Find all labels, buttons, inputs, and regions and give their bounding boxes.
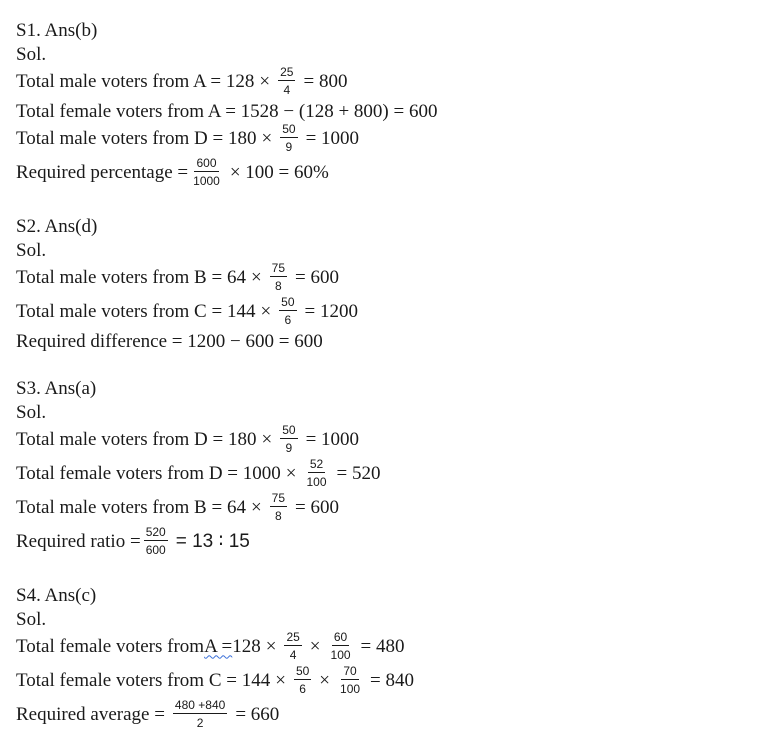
s2-line-3: Required difference = 1200 − 600 = 600 <box>16 331 323 352</box>
s4-sol: Sol. <box>16 609 47 630</box>
fraction: $\frac{25}{4}$ <box>280 65 294 97</box>
s2-sol: Sol. <box>16 240 47 261</box>
s3-heading: S3. Ans(a) <box>16 378 97 399</box>
s1-heading: S1. Ans(b) <box>16 20 98 41</box>
s4-line-2: Total female voters from C = 144 × $\frac{50}{6}$ × $\frac{70}{100}$ = 840 <box>16 664 415 696</box>
s3-line-1: Total male voters from D = 180 × $\frac{50}{9}$ = 1000 <box>16 423 360 455</box>
s1-line-1: Total male voters from A = 128 × $\frac{25}{4}$ = 800 <box>16 65 348 97</box>
s3-line-4: Required ratio = $\frac{520}{600}$ = 13 ∶ 15 <box>16 525 250 557</box>
fraction: $\frac{52}{100}$ <box>306 457 327 489</box>
s1-line-4: Required percentage = $\frac{600}{1000}$ × 100 = 60% <box>16 156 329 188</box>
s1-line-3: Total male voters from D = 180 × $\frac{50}{9}$ = 1000 <box>16 122 360 154</box>
fraction: $\frac{480 +840}{2}$ <box>174 698 226 730</box>
s3-sol: Sol. <box>16 402 47 423</box>
fraction: $\frac{50}{6}$ <box>281 295 295 327</box>
s2-line-1: Total male voters from B = 64 × $\frac{75}{8}$ = 600 <box>16 261 339 293</box>
spellcheck-squiggle: A = <box>204 635 233 657</box>
fraction: $\frac{70}{100}$ <box>340 664 361 696</box>
fraction: $\frac{75}{8}$ <box>271 261 286 293</box>
s4-line-3: Required average = $\frac{480 +840}{2}$ = 660 <box>16 698 280 730</box>
fraction: $\frac{50}{9}$ <box>282 122 296 154</box>
s3-line-3: Total male voters from B = 64 × $\frac{75}{8}$ = 600 <box>16 491 339 523</box>
fraction: $\frac{50}{9}$ <box>282 423 296 455</box>
s1-sol: Sol. <box>16 44 47 65</box>
s4-heading: S4. Ans(c) <box>16 585 97 606</box>
s3-line-2: Total female voters from D = 1000 × $\frac{52}{100}$ = 520 <box>16 457 381 489</box>
s1-line-2: Total female voters from A = 1528 − (128 + 800) = 600 <box>16 101 438 122</box>
fraction: $\frac{25}{4}$ <box>286 630 300 662</box>
s2-heading: S2. Ans(d) <box>16 216 98 237</box>
fraction: $\frac{600}{1000}$ <box>193 156 220 188</box>
fraction: $\frac{520}{600}$ <box>145 525 166 557</box>
s4-line-1: Total female voters from A = 128 × $\frac{25}{4}$ × $\frac{60}{100}$ = 480 <box>16 630 405 662</box>
s2-line-2: Total male voters from C = 144 × $\frac{50}{6}$ = 1200 <box>16 295 358 327</box>
fraction: $\frac{75}{8}$ <box>271 491 286 523</box>
fraction: $\frac{50}{6}$ <box>295 664 310 696</box>
fraction: $\frac{60}{100}$ <box>330 630 351 662</box>
